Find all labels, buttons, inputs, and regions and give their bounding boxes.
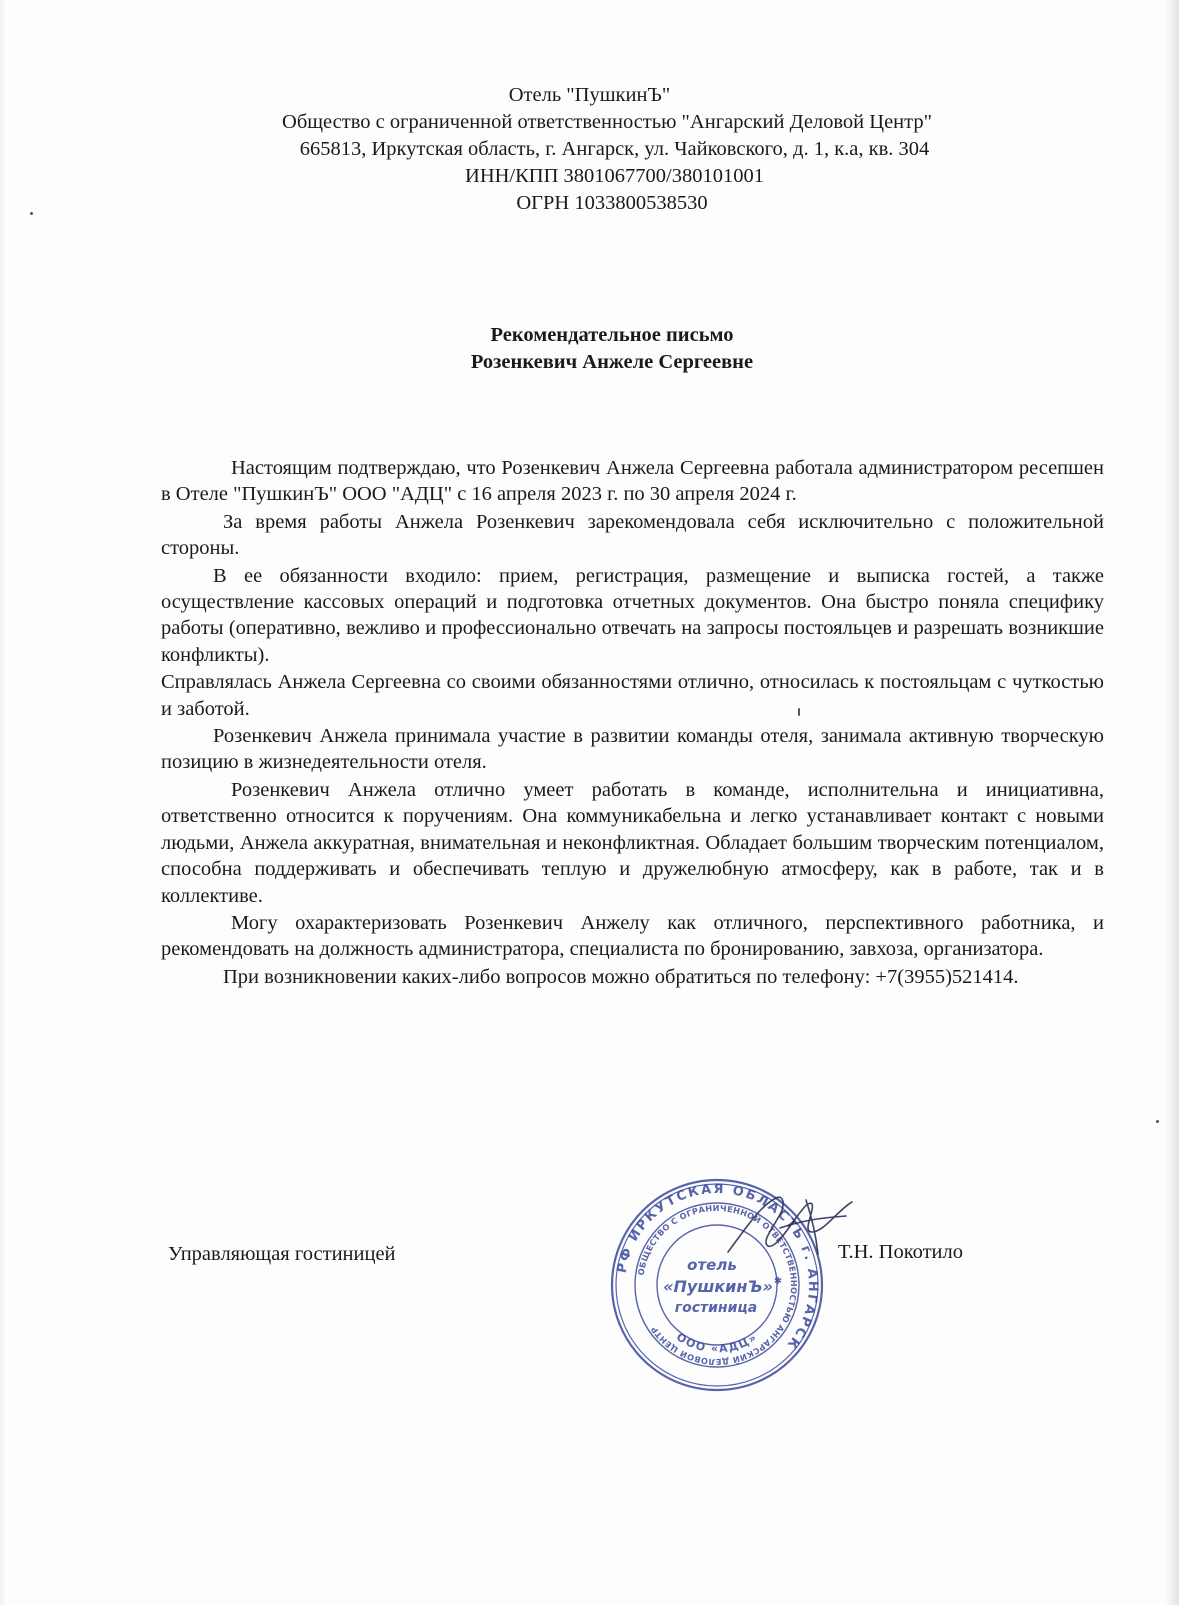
paragraph-8: При возникновении каких-либо вопросов можно обратиться по телефону: +7(3955)521414. [223, 965, 1019, 988]
hotel-name: Отель "ПушкинЪ" [508, 84, 671, 106]
stamp-center-line-3: гостиница [674, 1300, 758, 1316]
paragraph-5: Розенкевич Анжела принимала участие в развитии команды отеля, занимала активную творческую позицию в жизнедеятельности отеля. [161, 725, 1104, 774]
letterhead [0, 82, 1179, 217]
svg-text:ООО «АДЦ»: ООО «АДЦ» [674, 1330, 760, 1356]
stamp-center-line-1: отель [687, 1256, 737, 1274]
paragraph-4: Справлялась Анжела Сергеевна со своими обязанностями отлично, относилась к постояльцам с чуткостью и заботой. [161, 671, 1104, 720]
scan-shadow-left [0, 0, 6, 1605]
inn-kpp: ИНН/КПП 3801067700/380101001 [465, 165, 764, 187]
svg-text:ОБЩЕСТВО С ОГРАНИЧЕННОЙ ОТВЕТС: ОБЩЕСТВО С ОГРАНИЧЕННОЙ ОТВЕТСТВЕННОСТЬЮ АНГАРСКИЙ ДЕЛОВОЙ ЦЕНТР [635, 1202, 800, 1368]
scan-speck [1156, 1120, 1159, 1123]
paragraph-1: Настоящим подтверждаю, что Розенкевич Анжела Сергеевна работала администратором ресепшен в Отеле "ПушкинЪ" ООО "АДЦ" с 16 апреля 2023 г. по 30 апреля 2024 г. [161, 457, 1104, 506]
ogrn: ОГРН 1033800538530 [516, 192, 708, 214]
stamp-star-icon: ✱ [773, 1276, 783, 1287]
paragraph-2: За время работы Анжела Розенкевич зарекомендовала себя исключительно с положительной стороны. [161, 510, 1104, 560]
letter-body [161, 455, 1104, 991]
signer-name: Т.Н. Покотило [838, 1241, 964, 1263]
organization-name: Общество с ограниченной ответственностью "Ангарский Деловой Центр" [282, 111, 932, 133]
paragraph-6: Розенкевич Анжела отлично умеет работать в команде, исполнительна и инициативна, ответственно относится к поручениям. Она коммуникабельна и легко устанавливает контакт с новыми людьми, Анжела аккуратная, внимательная и неконфликтная. Обладает большим творческим потенциалом, способна поддерживать и обеспечивать теплую и дружелюбную атмосферу, как в работе, так и в коллективе. [161, 778, 1104, 907]
letter-title [0, 322, 1179, 376]
scan-shadow-right [1165, 0, 1179, 1605]
paragraph-7: Могу охарактеризовать Розенкевич Анжелу как отличного, перспективного работника, и рекомендовать на должность администратора, специалиста по бронированию, завхоза, организатора. [161, 911, 1104, 961]
svg-text:РФ ИРКУТСКАЯ ОБЛАСТЬ г. АНГАРС: РФ ИРКУТСКАЯ ОБЛАСТЬ г. АНГАРСК [614, 1181, 821, 1353]
signer-position: Управляющая гостиницей [168, 1243, 396, 1265]
title-line-2: Розенкевич Анжеле Сергеевне [470, 351, 754, 373]
paragraph-3: В ее обязанности входило: прием, регистрация, размещение и выписка гостей, а также осуществление кассовых операций и подготовка отчетных документов. Она быстро поняла специфику работы (оперативно, вежливо и профессионально отвечать на запросы постояльцев и разрешать возникшие конфликты). [161, 564, 1104, 666]
stamp-center-line-2: «ПушкинЪ» [663, 1277, 773, 1296]
organization-address: 665813, Иркутская область, г. Ангарск, ул. Чайковского, д. 1, к.а, кв. 304 [299, 138, 930, 160]
title-line-1: Рекомендательное письмо [490, 324, 734, 346]
